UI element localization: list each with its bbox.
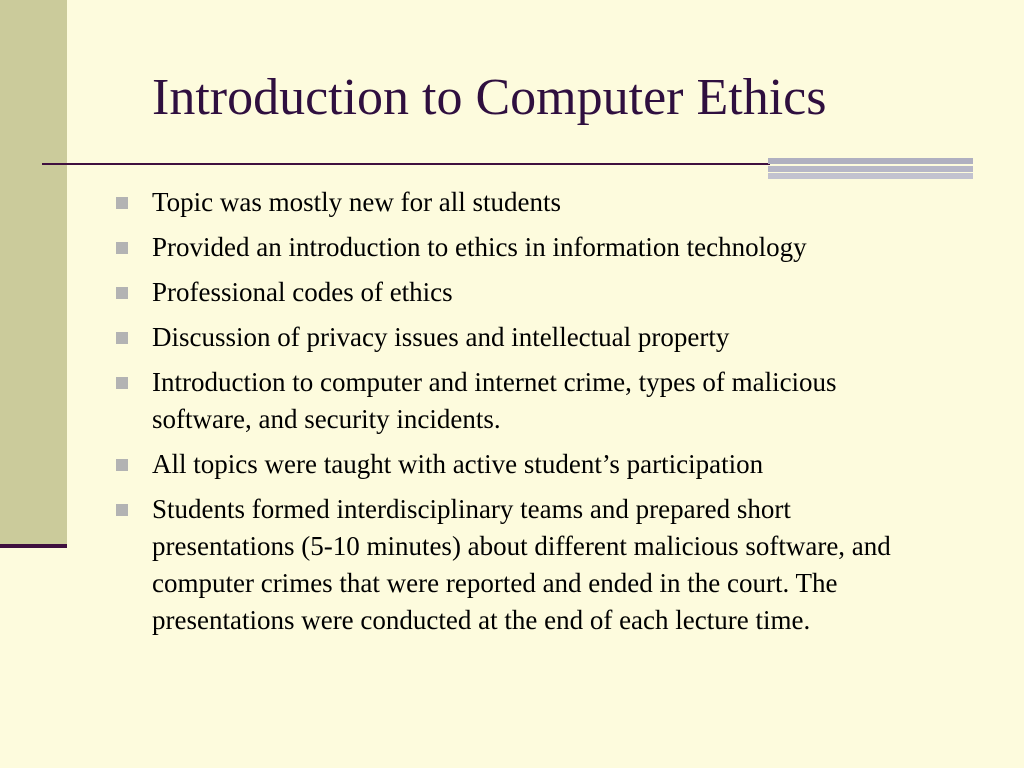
square-bullet-icon: [116, 504, 128, 516]
bullet-item: [114, 274, 934, 311]
bullet-item: [114, 184, 934, 221]
square-bullet-icon: [116, 242, 128, 254]
bullet-text: Provided an introduction to ethics in information technology: [152, 232, 807, 262]
left-sidebar-bar: [0, 0, 67, 546]
square-bullet-icon: [116, 287, 128, 299]
bullet-item: [114, 446, 934, 483]
left-accent-line: [0, 544, 67, 548]
square-bullet-icon: [116, 377, 128, 389]
decorative-stripe: [768, 158, 973, 164]
bullet-text: Discussion of privacy issues and intellectual property: [152, 322, 730, 352]
bullet-item: [114, 229, 934, 266]
decorative-stripe: [768, 166, 973, 172]
bullet-text: All topics were taught with active student’s participation: [152, 449, 764, 479]
bullet-text: Students formed interdisciplinary teams and prepared short presentations (5-10 minutes) about different malicious software, and computer crimes that were reported and ended in the court. The presentations were conducted at the end of each lecture time.: [152, 494, 891, 635]
square-bullet-icon: [116, 332, 128, 344]
bullet-text: Professional codes of ethics: [152, 277, 453, 307]
bullet-item: [114, 319, 934, 356]
bullet-list: [114, 184, 934, 647]
bullet-item: [114, 491, 934, 639]
bullet-text: Topic was mostly new for all students: [152, 187, 562, 217]
bullet-text: Introduction to computer and internet crime, types of malicious software, and security incidents.: [152, 367, 837, 434]
decorative-stripe: [768, 173, 973, 179]
square-bullet-icon: [116, 197, 128, 209]
title-underline: [42, 163, 770, 165]
slide-title: Introduction to Computer Ethics: [152, 69, 827, 126]
bullet-item: [114, 364, 934, 438]
square-bullet-icon: [116, 459, 128, 471]
